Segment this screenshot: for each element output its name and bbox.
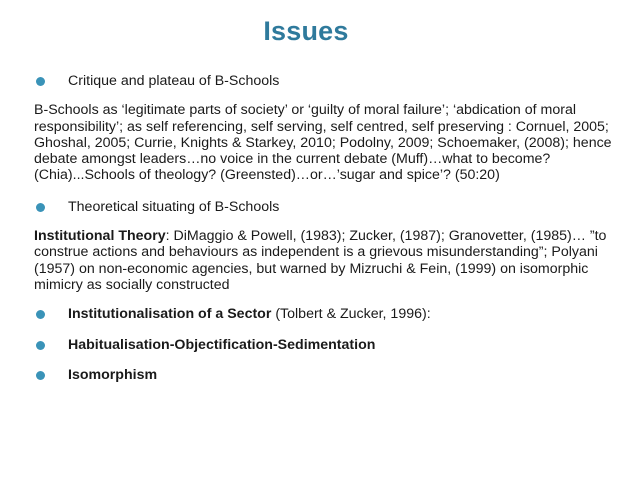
bullet-isomorphism <box>34 367 614 383</box>
bullet-dot-icon <box>36 341 47 349</box>
bullet-critique <box>34 73 614 89</box>
institutional-theory-label: Institutional Theory <box>34 228 166 245</box>
slide-title: Issues <box>263 16 349 46</box>
bullet-critique-text: Critique and plateau of B-Schools <box>68 73 280 89</box>
paragraph-institutional <box>34 228 614 293</box>
bullet-dot-icon <box>36 203 47 211</box>
bullet-institutionalisation-text: (Tolbert & Zucker, 1996): <box>271 306 431 323</box>
slide-content <box>34 67 614 383</box>
bullet-institutionalisation-label: Institutionalisation of a Sector <box>68 306 272 323</box>
bullet-isomorphism-label: Isomorphism <box>68 366 158 383</box>
bullet-dot-icon <box>36 77 47 85</box>
bullet-dot-icon <box>36 310 47 318</box>
bullet-theoretical <box>34 199 614 215</box>
bullet-habitualisation-label: Habitualisation-Objectification-Sedimentation <box>68 336 376 353</box>
bullet-theoretical-text: Theoretical situating of B-Schools <box>68 198 280 215</box>
paragraph-critique: B-Schools as ‘legitimate parts of society’ or ‘guilty of moral failure’; ‘abdication of moral responsibility’; as self referencing, self serving, self centred, self preserving : Cornuel, 2005; Ghoshal, 2005; Currie, Knights & Starkey, 2010; Podolny, 2009; Schoemaker, (2008); hence debate amongst leaders…no voice in the current debate (Muff)…what to become? (Chia)...Schools of theology? (Greensted)…or…’sugar and spice’? (50:20) <box>34 102 612 184</box>
institutional-theory-text: : DiMaggio & Powell, (1983); Zucker, (1987); Granovetter, (1985)… ”to construe actions and behaviours as independent is a grievous misunderstanding”; Polyani (1957) on non-economic agencies, but warned by Mizruchi & Fein, (1999) on isomorphic mimicry as socially constructed <box>34 228 607 293</box>
bullet-habitualisation <box>34 337 614 353</box>
bullet-dot-icon <box>36 371 47 379</box>
bullet-institutionalisation <box>34 306 614 322</box>
